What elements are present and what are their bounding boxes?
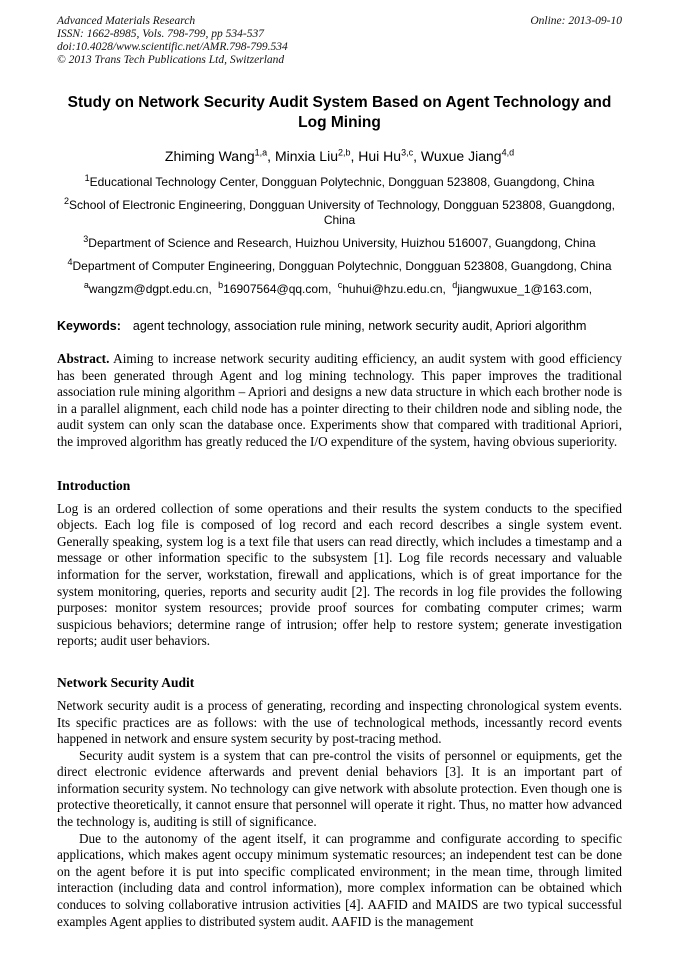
affiliation-sup: 4: [67, 257, 73, 267]
paper-title: Study on Network Security Audit System Based on Agent Technology and Log Mining: [67, 94, 612, 131]
author-email: [338, 282, 446, 296]
author-sup: 2,b: [337, 147, 351, 158]
author-separator: ,: [267, 148, 275, 164]
affiliation: [57, 259, 622, 274]
affiliation-sup: 3: [83, 234, 89, 244]
author-name: Minxia Liu: [274, 148, 338, 164]
affiliation-list: [57, 175, 622, 274]
author-separator: ,: [350, 148, 359, 164]
paragraph: Due to the autonomy of the agent itself, it can programme and configurate according to specific applications, which makes agent occupy minimum systematic resources; an independent test can be done on the agent before it is put into specific complicated environment; in the mean time, through limited interaction (including data and control information), more complex information can be obtained which conduces to solving collaborative intrusion activities [4]. AAFID and MAIDS are two typical successful examples Agent applies to distributed system audit. AAFID is the management: [57, 830, 622, 929]
author-name: Hui Hu: [358, 148, 402, 164]
author-name: Wuxue Jiang: [420, 148, 502, 164]
email-sup: d: [452, 280, 458, 290]
online-date: Online: 2013-09-10: [530, 15, 622, 27]
affiliation-text: School of Electronic Engineering, Dongguan University of Technology, Dongguan 523808, Guangdong, China: [69, 198, 615, 227]
publication-header: [57, 15, 622, 67]
keywords-label: Keywords:: [57, 319, 121, 333]
paragraph: Network security audit is a process of generating, recording and inspecting chronological system events. Its specific practices are as follows: with the use of technological methods, incessantly record events happened in network and ensure system security by post-tracing method.: [57, 697, 622, 747]
affiliation-text: Educational Technology Center, Dongguan Polytechnic, Dongguan 523808, Guangdong, China: [89, 175, 595, 189]
author-email: [84, 282, 212, 296]
section-introduction: [57, 478, 622, 650]
section-heading: Introduction: [57, 477, 131, 493]
email-text: huhui@hzu.edu.cn,: [342, 282, 446, 296]
affiliation: [57, 236, 622, 251]
affiliation-text: Department of Science and Research, Huizhou University, Huizhou 516007, Guangdong, China: [88, 236, 596, 250]
author-email: [452, 282, 592, 296]
abstract: [57, 351, 622, 451]
affiliation-sup: 2: [64, 196, 70, 206]
author-email: [218, 282, 331, 296]
journal-name: Advanced Materials Research: [57, 15, 196, 27]
author-line: [57, 148, 622, 164]
email-sup: b: [218, 280, 224, 290]
keywords-line: [57, 319, 622, 333]
affiliation-text: Department of Computer Engineering, Dongguan Polytechnic, Dongguan 523808, Guangdong, China: [72, 259, 612, 273]
email-text: jiangwuxue_1@163.com,: [457, 282, 593, 296]
section-heading: Network Security Audit: [57, 674, 195, 690]
paragraph: Security audit system is a system that can pre-control the visits of personnel or equipments, get the direct electronic evidence afterwards and prevent denial behaviors [3]. It is an important part of information security system. No technology can give network with absolute protection. Even though one is protective theoretically, it cannot ensure that personnel will operate it right. Thus, no matter how advanced the technology is, auditing is still of significance.: [57, 747, 622, 830]
email-line: [57, 282, 622, 296]
keywords-text: agent technology, association rule mining, network security audit, Apriori algorithm: [132, 319, 587, 333]
email-text: 16907564@qq.com,: [223, 282, 332, 296]
author-sup: 3,c: [401, 147, 414, 158]
issn-line: ISSN: 1662-8985, Vols. 798-799, pp 534-537: [57, 28, 264, 40]
email-sup: a: [83, 280, 89, 290]
section-network-security-audit: [57, 675, 622, 930]
email-sup: c: [337, 280, 343, 290]
author-sup: 4,d: [501, 147, 515, 158]
paragraph: Log is an ordered collection of some operations and their results the system conducts to the specified objects. Each log file is composed of log record and each record describes a single system event. Generally speaking, system log is a text file that users can read directly, which includes a timestamp and a message or other information specific to the subsystem [1]. Log file records necessary and valuable information for the server, workstation, firewall and applications, which is of great importance for the system monitoring, queries, reports and security audit [2]. The records in log file provides the following purposes: monitor system resources; provide proof sources for combating computer crimes; warm suspicious behaviors; determine range of intrusion; offer help to restore system; generate investigation reports; audit user behaviors.: [57, 500, 622, 649]
copyright-line: © 2013 Trans Tech Publications Ltd, Switzerland: [57, 54, 285, 66]
abstract-label: Abstract.: [57, 351, 110, 366]
email-text: wangzm@dgpt.edu.cn,: [88, 282, 212, 296]
affiliation: [57, 198, 622, 228]
affiliation: [57, 175, 622, 190]
doi-line: doi:10.4028/www.scientific.net/AMR.798-799.534: [57, 41, 288, 53]
affiliation-sup: 1: [84, 173, 90, 183]
author-sup: 1,a: [254, 147, 268, 158]
author-separator: ,: [413, 148, 421, 164]
abstract-text: Aiming to increase network security auditing efficiency, an audit system with good efficiency has been generated through Agent and log mining technology. This paper improves the traditional association rule mining algorithm – Apriori and designs a new data structure in which each brother node is in a parallel alignment, each child node has a pointer directing to their children node and sibling node, the audit system can only scan the database once. Experiments show that compared with traditional Apriori, the improved algorithm has greatly reduced the I/O expenditure of the system, having obvious superiority.: [57, 351, 622, 449]
author-name: Zhiming Wang: [164, 148, 255, 164]
